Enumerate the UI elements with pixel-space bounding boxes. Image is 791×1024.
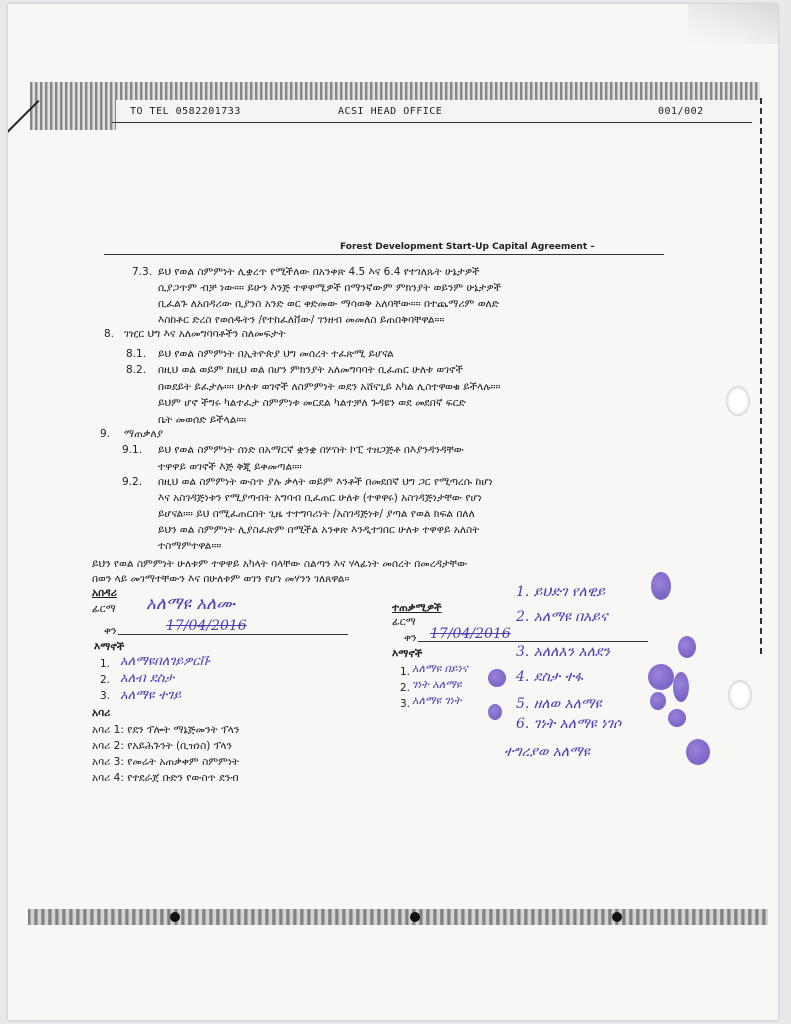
left-date-label: ቀን: [104, 625, 117, 637]
clause-text-line: ገዢር ህግ እና አለመግባባቶችን ስለመፍታት: [124, 328, 286, 340]
clause-text-line: ተዋዋይ ወገኖች እጅ ቅጂ ይቀመጣል።።: [158, 461, 302, 473]
annex-item-3: አባሪ 3: የመሬት አጠቃቀም ስምምነት: [92, 756, 240, 768]
thumbprint: [668, 709, 686, 727]
thumbprint: [488, 669, 506, 687]
clause-text-line: ይህን ወል ስምምነት ሊያስፈጽም በሚችል አንቀጽ እንዲተገበር ሁለቱ ተዋዋይ አለስት: [158, 524, 480, 536]
clause-text-line: ይህ የወል ስምምነት ሊቋረጥ የሚችለው በአንቀጽ 4.5 እና 6.4 የተገለጹት ሁኔታዎች: [158, 266, 480, 278]
left-handwritten-date: 17/04/2016: [166, 618, 247, 634]
toner-blob: [612, 912, 622, 922]
left-witness-num-3: 3.: [100, 690, 111, 702]
clause-number: 8.1.: [126, 348, 147, 360]
copier-smudge: [28, 909, 768, 925]
thumbprint: [678, 636, 696, 658]
right-witness-signature-1: አለማዩ በይነና: [412, 662, 468, 675]
right-witness-num-2: 2.: [400, 682, 411, 694]
annex-item-4: አባሪ 4: የተደራጀ ቡድን የውስጥ ደንብ: [92, 772, 239, 784]
clause-text-line: ይህ የወል ስምምነት በኢትዮጵያ ህግ መሰረት ተፈጽሚ ይሆናል: [158, 348, 394, 360]
fax-header-rule: [112, 122, 752, 123]
right-witness-num-3: 3.: [400, 698, 411, 710]
clause-number: 9.: [100, 428, 111, 440]
clause-number: 8.2.: [126, 364, 147, 376]
member-signature-4: 4. ደስታ ተፋ: [516, 669, 583, 685]
left-witness-num-1: 1.: [100, 658, 111, 670]
left-witness-title: እማኖች: [94, 641, 125, 653]
annex-title: አባሪ: [92, 707, 111, 719]
punch-hole: [728, 680, 752, 710]
left-witness-signature-2: አለብ ደስታ: [120, 671, 175, 686]
clause-text-line: ሲያጋጥም ብቻ ነው።። ይሁን እንጅ ተዋዋሚዎች በማንኛውም ምክንያት ወይንም ሁኔታዎች: [158, 282, 502, 294]
clause-text-line: ይሆናል።። ይህ በሚፈጠርበት ጊዜ ተተግባሪነት /አስገዳጅነቱ/ ያጣል የወል ክፍል በለለ: [158, 508, 475, 520]
left-date-line: [118, 634, 348, 635]
document-page: [8, 4, 778, 1020]
left-witness-num-2: 2.: [100, 674, 111, 686]
clause-text-line: ተስማምተዋል።።: [158, 540, 222, 552]
clause-text-line: በዚህ ወል ስምምነት ውስጥ ያሉ ቃላት ወይም እንቶች በመደበኛ ህግ ጋር የሚጣረሱ ከሆነ: [158, 476, 493, 488]
fax-header-center: ACSI HEAD OFFICE: [338, 106, 443, 117]
clause-text-line: ይህ የወል ስምምነት ሰነድ በአማርኛ ቋንቋ በሦስት ኮፒ ተዘጋጅቶ በእያንዳንዳቸው: [158, 444, 464, 456]
fax-header-right: 001/002: [658, 106, 704, 117]
closing-statement-line: በወን ላይ መገማተቸውን እና በሁለቱም ወገን የሆነ መሃንን ገለጸዋል።: [92, 573, 350, 585]
clause-text-line: ቢፈልጉ ለአበዳሪው ቢያንስ አንድ ወር ቀድመው ማሳወቅ አለባቸው።። በተጨማሪም ወለድ: [158, 298, 499, 310]
member-signature-3: 3. አለለእን አለደን: [516, 644, 610, 660]
right-witness-title: እማኖች: [392, 648, 423, 660]
member-signature-5: 5. ዘለወ አለማዩ: [516, 696, 602, 712]
clause-number: 9.1.: [122, 444, 143, 456]
clause-text-line: ማጠቃለያ: [124, 428, 164, 440]
toner-blob: [410, 912, 420, 922]
thumbprint: [650, 692, 666, 710]
folded-corner: [688, 4, 778, 44]
thumbprint: [488, 704, 502, 720]
punch-hole: [726, 386, 750, 416]
right-handwritten-date: 17/04/2016: [430, 626, 511, 642]
thumbprint: [648, 664, 674, 690]
thumbprint: [673, 672, 689, 702]
right-date-label: ቀን: [404, 632, 417, 644]
closing-statement-line: ይህን የወል ስምምነት ሁለቱም ተዋዋይ አካላት ባላቸው ስልጣን እና ሃላፊነት መሰረት በመረዳታቸው: [92, 558, 468, 570]
clause-number: 8.: [104, 328, 115, 340]
fax-edge-mark: [760, 98, 762, 658]
right-signatory-title: ተጠቃሚዎች: [392, 602, 442, 614]
annex-item-1: አባሪ 1: የደን ፕሎት ማኔጅመንት ፕላን: [92, 724, 240, 736]
clause-text-line: ይህም ሆኖ ችግሩ ካልተፈታ ስምምነቱ መርደል ካልተቻለ ጉዳዩን ወደ መደበኛ ፍርድ: [158, 397, 466, 409]
clause-text-line: ቤት መወሰድ ይችላል።።: [158, 413, 247, 426]
left-witness-signature-1: አለማዩበለገይዎርቩ: [120, 654, 210, 669]
right-witness-signature-2: ገነት አለማዩ: [412, 678, 462, 691]
header-rule: [104, 254, 664, 255]
right-sign-label: ፊርማ: [392, 616, 416, 628]
running-header: Forest Development Start-Up Capital Agreement –: [340, 242, 595, 252]
clause-text-line: እስከቶር ድረስ የወሰዱትን /የተከፈለቨው/ ገንዘብ መመለስ ይጠበቅባቸዋል።።: [158, 314, 445, 326]
left-handwritten-signature: አለማዩ አለሙ: [146, 594, 235, 614]
member-signature-2: 2. አለማዩ በአይና: [516, 609, 608, 625]
fax-header-left: TO TEL 0582201733: [130, 106, 241, 117]
clause-number: 9.2.: [122, 476, 143, 488]
annex-item-2: አባሪ 2: የአይሕጉንት (ቢዝነስ) ፕላን: [92, 740, 232, 752]
clause-text-line: በወደይት ይፈታሉ።። ሁለቱ ወገኖች ለስምምነት ወደን አሸናጊይ አካል ሊስተዋወቁ ይችላሉ።።: [158, 380, 501, 393]
right-witness-num-1: 1.: [400, 666, 411, 678]
clause-number: 7.3.: [132, 266, 153, 278]
left-signatory-title: አበዳሪ: [92, 587, 117, 599]
left-witness-signature-3: አለማዩ ተገይ: [120, 688, 182, 703]
member-signature-6: 6. ገነት አለማዩ ነገሶ: [516, 716, 622, 732]
thumbprint: [651, 572, 671, 600]
clause-text-line: እና አስገዳጅነቱን የሚያጣብት አግባብ ቢፈጠር ሁለቱ (ተዋዋሩ) አስገዳጅነታቸው የሆነ: [158, 492, 482, 504]
toner-blob: [170, 912, 180, 922]
member-signature-7: ተግረያወ አለማዩ: [504, 744, 590, 760]
thumbprint: [686, 739, 710, 765]
member-signature-1: 1. ይህድገ የለዊይ: [516, 584, 606, 600]
left-sign-label: ፊርማ: [92, 603, 116, 615]
right-witness-signature-3: አለማዩ ገነት: [412, 694, 462, 707]
clause-text-line: በዚህ ወል ወይም ከዚህ ወል በሆን ምክንያት አለመግባባት ቢፈጠር ሁለቱ ወገኖች: [158, 364, 463, 376]
